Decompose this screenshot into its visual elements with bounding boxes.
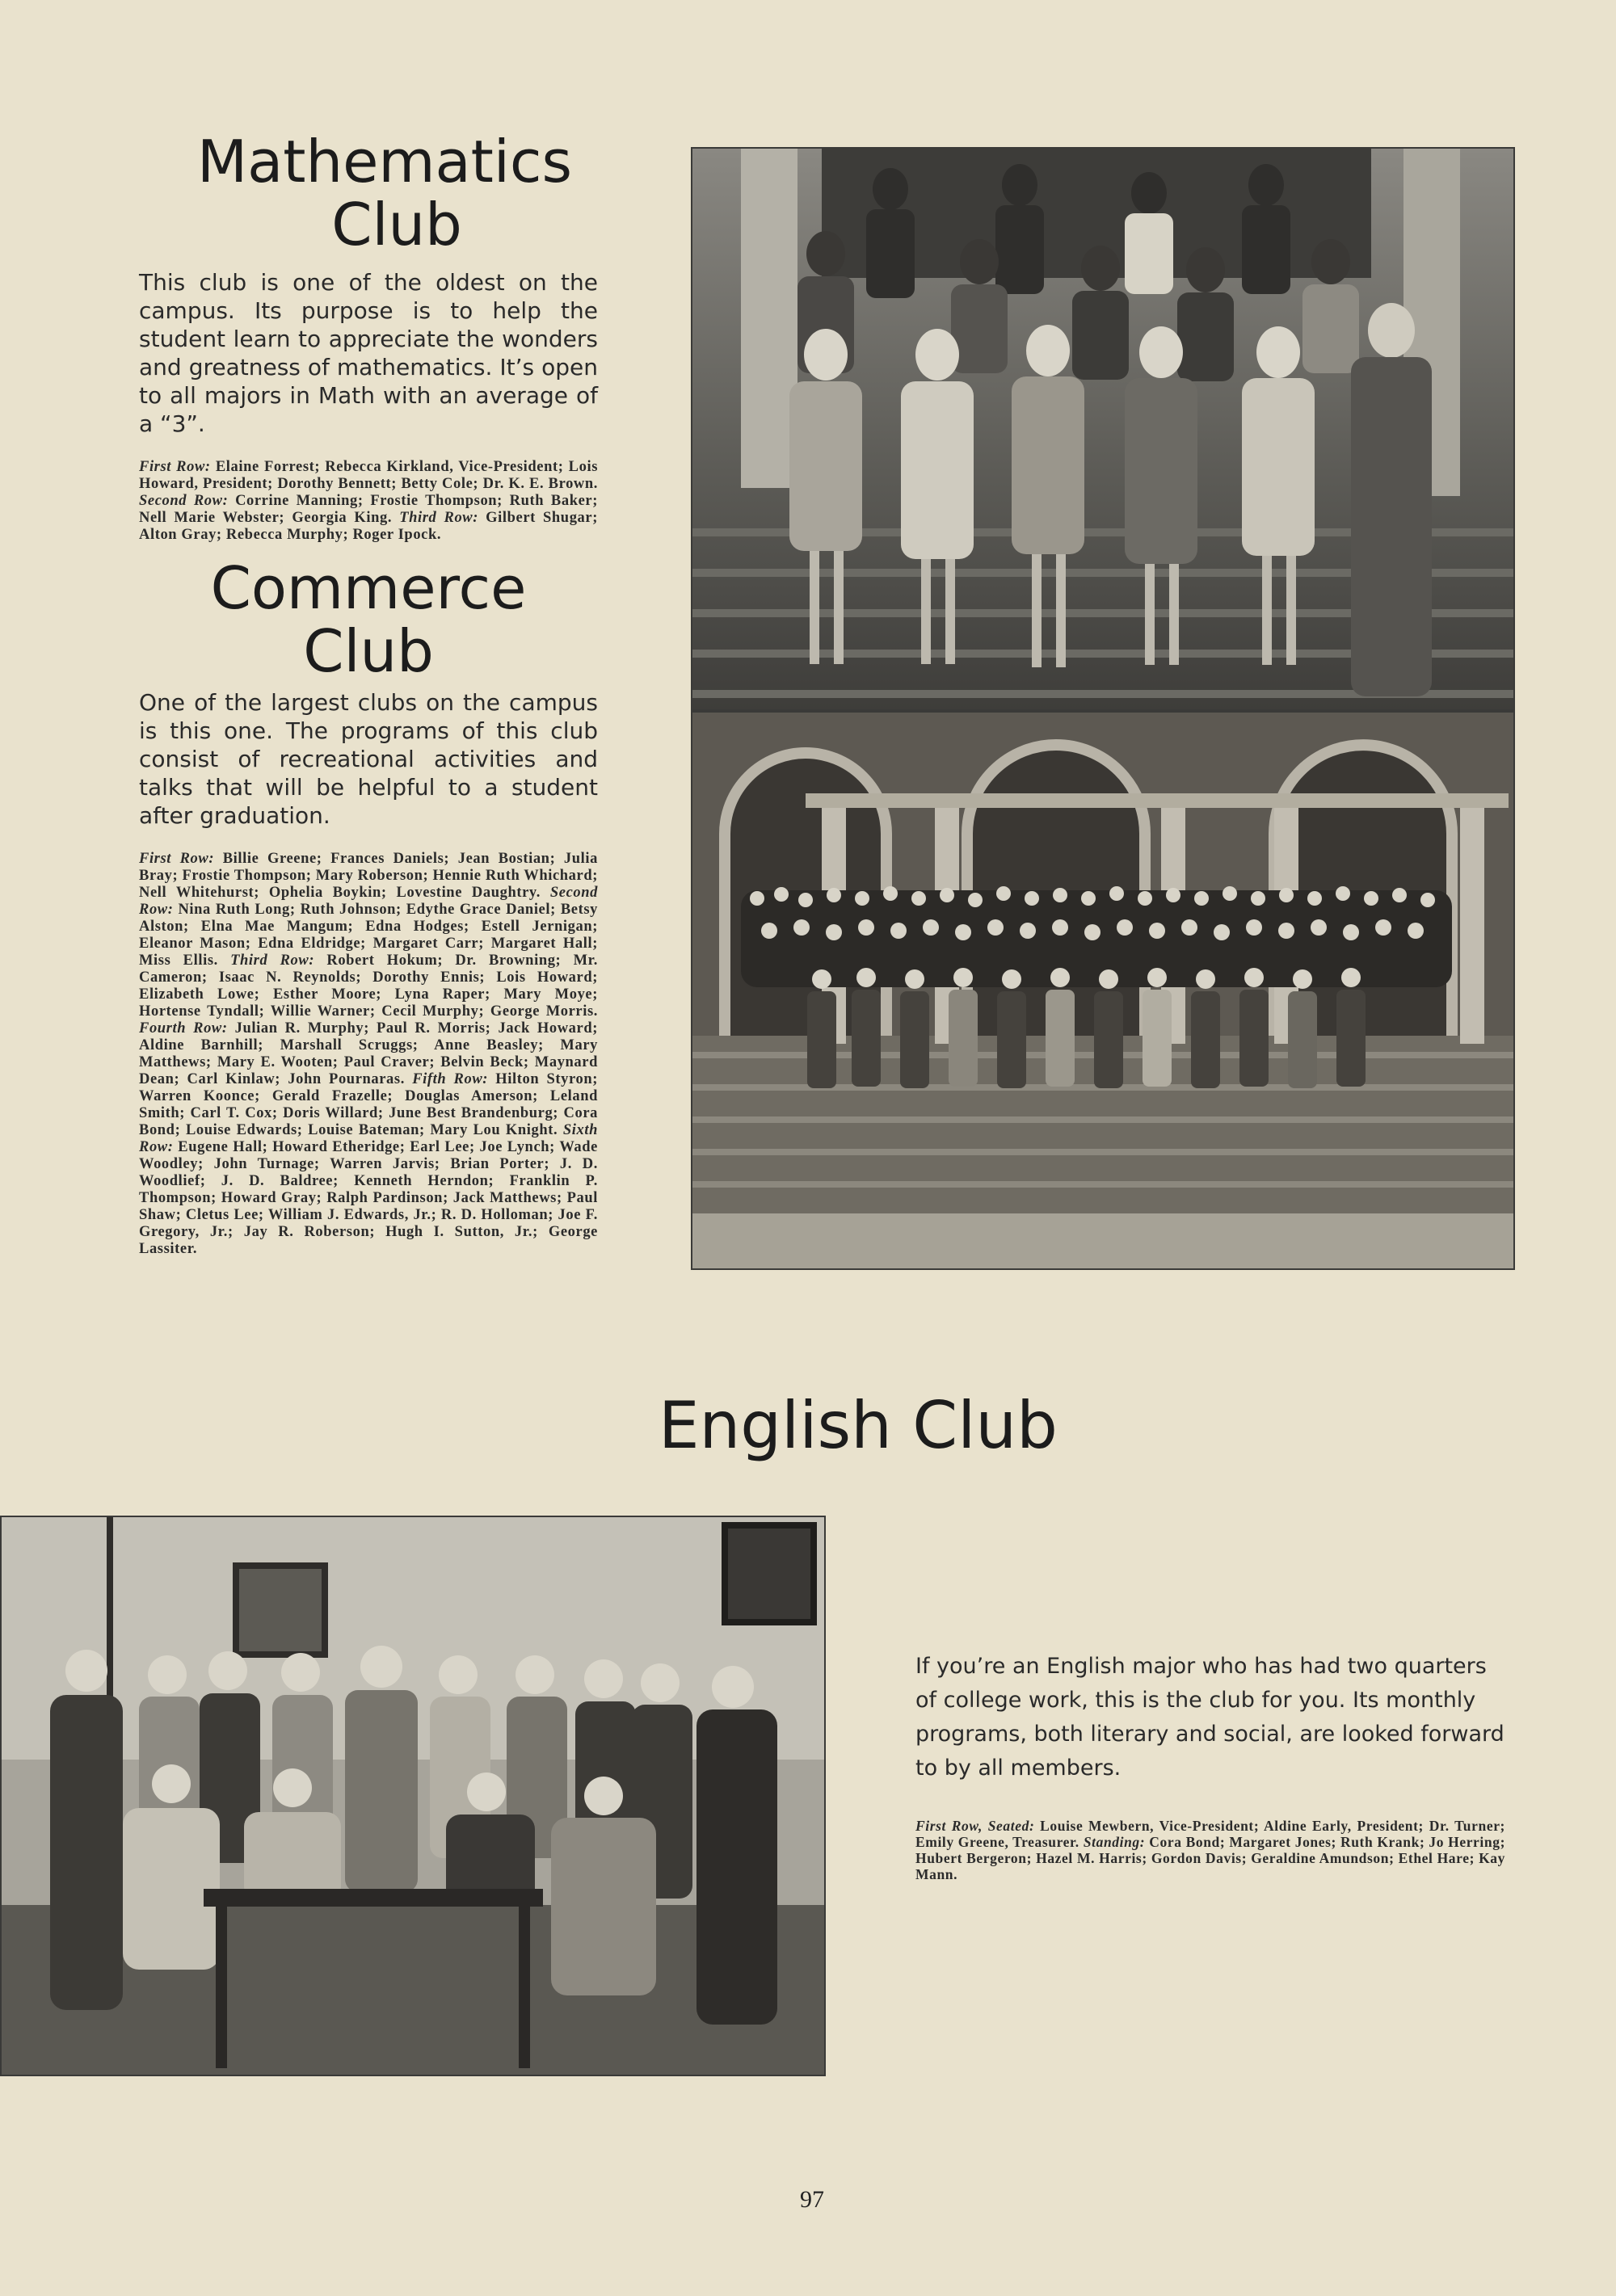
math-club-title (139, 128, 598, 259)
math-credits-row1-names: Elaine Forrest; Rebecca Kirkland, Vice-President; Lois Howard, President; Dorothy Bennett; Betty Cole; Dr. K. E. Brown. (139, 458, 598, 492)
commerce-credits-row3-label: Third Row: (230, 952, 315, 969)
commerce-credits-row1-label: First Row: (139, 850, 215, 867)
commerce-club-photo-image (692, 713, 1513, 1268)
math-club-section (139, 128, 598, 544)
math-club-photo (691, 147, 1515, 711)
english-club-credits (915, 1818, 1505, 1882)
commerce-credits-row4-label: Fourth Row: (139, 1020, 228, 1037)
math-club-title-line1: Mathematics (197, 128, 572, 196)
commerce-credits-row2-label: Second Row: (139, 884, 598, 918)
math-credits-row2-label: Second Row: (139, 492, 229, 509)
english-credits-row1-label: First Row, Seated: (915, 1818, 1035, 1834)
commerce-club-section (139, 554, 599, 1258)
math-club-description: This club is one of the oldest on the campus. Its purpose is to help the student learn to appreciate the wonders and greatness of mathematics. It’s open to all majors in Math with an average of a “3”. (139, 268, 598, 437)
commerce-club-photo (691, 711, 1515, 1270)
math-club-credits (139, 459, 598, 544)
page-number: 97 (800, 2186, 824, 2213)
english-club-description: If you’re an English major who has had two quarters of college work, this is the club for you. Its monthly programs, both literary and social, are looked forward to by all members. (915, 1654, 1504, 1781)
commerce-club-title: Commerce Club (210, 554, 527, 685)
commerce-credits-row3-names: Robert Hokum; Dr. Browning; Mr. Cameron; Isaac N. Reynolds; Dorothy Ennis; Lois Howard; Elizabeth Lowe; Esther Moore; Lyna Raper; Mary Moye; Hortense Tyndall; Willie Warner; Cecil Murphy; George Morris. (139, 952, 598, 1020)
commerce-credits-row4-names: Julian R. Murphy; Paul R. Morris; Jack Howard; Aldine Barnhill; Marshall Scruggs; Anne Beasley; Mary Matthews; Mary E. Wooten; Paul Craver; Belvin Beck; Maynard Dean; Carl Kinlaw; John Pournaras. (139, 1020, 598, 1087)
math-credits-row1-label: First Row: (139, 458, 211, 475)
english-credits-row2-label: Standing: (1083, 1834, 1146, 1850)
commerce-credits-row6-label: Sixth Row: (139, 1121, 599, 1155)
commerce-club-description: One of the largest clubs on the campus is this one. The programs of this club consist of recreational activities and talks that will be helpful to a student after graduation. (139, 688, 598, 829)
math-credits-row3-names: Gilbert Shugar; Alton Gray; Rebecca Murphy; Roger Ipock. (139, 509, 598, 543)
commerce-credits-row2-names: Nina Ruth Long; Ruth Johnson; Edythe Grace Daniel; Betsy Alston; Elna Mae Mangum; Edna Hodges; Estell Jernigan; Eleanor Mason; Edna Eldridge; Margaret Carr; Margaret Hall; Miss Ellis. (139, 901, 598, 969)
math-club-photo-image (692, 149, 1513, 709)
english-club-photo (0, 1516, 826, 2076)
commerce-credits-row5-label: Fifth Row: (412, 1070, 489, 1087)
math-credits-row3-label: Third Row: (399, 509, 479, 526)
english-club-photo-image (2, 1517, 824, 2075)
commerce-credits-row1-names: Billie Greene; Frances Daniels; Jean Bostian; Julia Bray; Frostie Thompson; Mary Roberson; Hennie Ruth Whichard; Nell Whitehurst; Ophelia Boykin; Lovestine Daughtry. (139, 850, 598, 901)
english-club-text (915, 1650, 1505, 1882)
english-club-title: English Club (659, 1388, 1058, 1463)
commerce-club-credits (139, 851, 598, 1258)
english-credits-row2-names: Cora Bond; Margaret Jones; Ruth Krank; Jo Herring; Hubert Bergeron; Hazel M. Harris; Gordon Davis; Geraldine Amundson; Ethel Hare; Kay Mann. (915, 1834, 1506, 1882)
commerce-credits-row5-names: Hilton Styron; Warren Koonce; Gerald Frazelle; Douglas Amerson; Leland Smith; Carl T. Cox; Doris Willard; June Best Brandenburg; Cora Bond; Louise Edwards; Louise Bateman; Mary Lou Knight. (139, 1070, 598, 1138)
math-club-title-line2: Club (331, 190, 462, 259)
english-credits-row1-names: Louise Mewbern, Vice-President; Aldine Early, President; Dr. Turner; Emily Greene, Treasurer. (915, 1818, 1505, 1850)
commerce-credits-row6-names: Eugene Hall; Howard Etheridge; Earl Lee; Joe Lynch; Wade Woodley; John Turnage; Warren Jarvis; Brian Porter; J. D. Woodlief; J. D. Baldree; Kenneth Herndon; Franklin P. Thompson; Howard Gray; Ralph Pardinson; Jack Matthews; Paul Shaw; Cletus Lee; William J. Edwards, Jr.; R. D. Holloman; Joe F. Gregory, Jr.; Jay R. Roberson; Hugh I. Sutton, Jr.; George Lassiter. (139, 1138, 598, 1257)
math-credits-row2-names: Corrine Manning; Frostie Thompson; Ruth Baker; Nell Marie Webster; Georgia King. (139, 492, 598, 526)
